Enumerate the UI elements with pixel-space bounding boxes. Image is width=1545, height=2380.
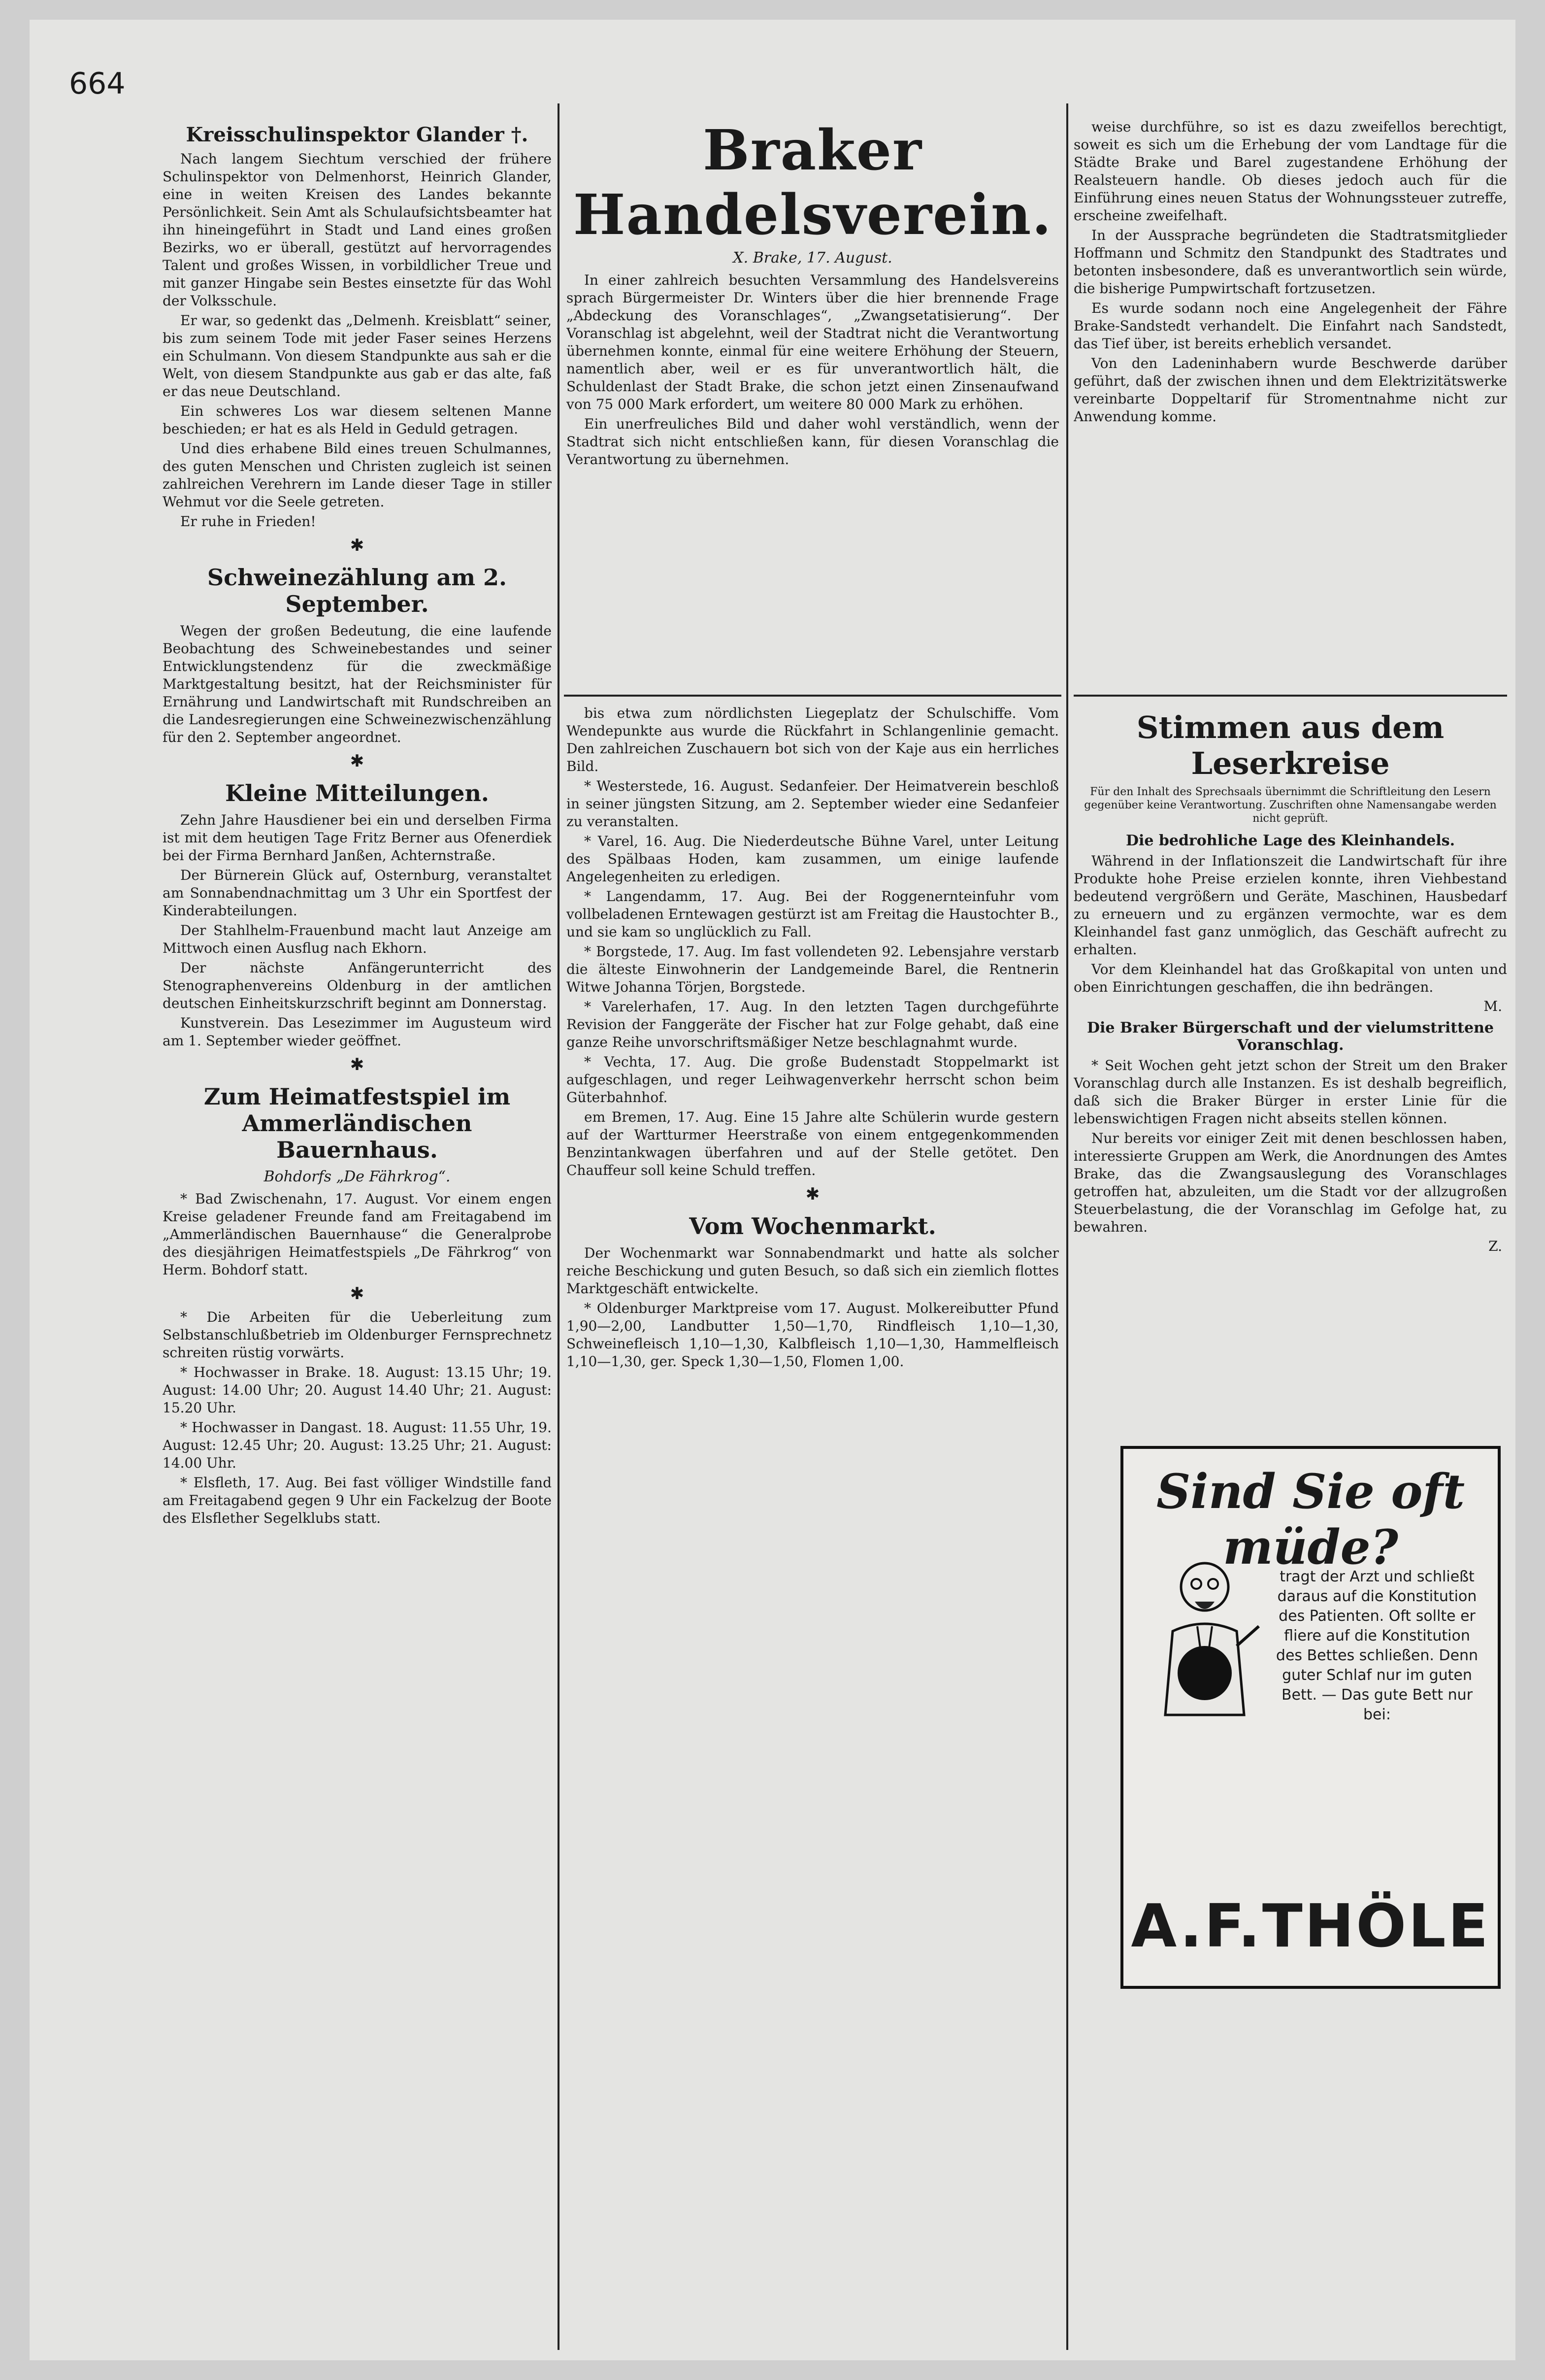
headline-glander: Kreisschulinspektor Glander †.	[186, 123, 528, 146]
headline-braker-handelsverein: Braker Handelsverein.	[573, 118, 1052, 247]
article-paragraph: Der Bürnerein Glück auf, Osternburg, veranstaltet am Sonnabendnachmittag um 3 Uhr ein Sportfest der Kinderabteilungen.	[163, 867, 552, 919]
article-paragraph: In der Aussprache begründeten die Stadtratsmitglieder Hoffmann und Schmitz den Standpunkt des Stadtrates und betonten insbesondere, daß es unverantwortlich sein würde, die bisherige Pumpwirtschaft fortzusetzen.	[1074, 227, 1507, 297]
advertisement-thoele	[1120, 1446, 1501, 1989]
author-signature: Z.	[1488, 1238, 1502, 1254]
section-divider: ✱	[350, 1284, 364, 1304]
article-paragraph: Er war, so gedenkt das „Delmenh. Kreisblatt“ seiner, bis zum seinem Tode mit jeder Faser seines Herzens ein Schulmann. Von diesem Standpunkte aus sah er die Welt, von diesem Standpunkte aus gab er das alte, faß er das neue Deutschland.	[163, 312, 552, 400]
article-paragraph: * Hochwasser in Brake. 18. August: 13.15 Uhr; 19. August: 14.00 Uhr; 20. August 14.40 Uhr; 21. August: 15.20 Uhr.	[163, 1364, 552, 1416]
column-middle	[566, 704, 1059, 2345]
headline-kleine-mitteilungen: Kleine Mitteilungen.	[225, 780, 489, 806]
article-paragraph: Und dies erhabene Bild eines treuen Schulmannes, des guten Menschen und Christen zugleich ist seinen zahlreichen Verehrern im Lande dieser Tage in stiller Wehmut vor die Seele getreten.	[163, 440, 552, 510]
article-paragraph: Der Stahlhelm-Frauenbund macht laut Anzeige am Mittwoch einen Ausflug nach Ekhorn.	[163, 922, 552, 956]
editorial-note: Für den Inhalt des Sprechsaals übernimmt die Schriftleitung den Lesern gegenüber keine Verantwortung. Zuschriften ohne Namensangabe werden nicht geprüft.	[1084, 786, 1497, 825]
article-paragraph: * Hochwasser in Dangast. 18. August: 11.55 Uhr, 19. August: 12.45 Uhr; 20. August: 13.25 Uhr; 21. August: 14.00 Uhr.	[163, 1419, 552, 1471]
article-paragraph: * Vechta, 17. Aug. Die große Budenstadt Stoppelmarkt ist aufgeschlagen, und reger Leihwagenverkehr herrscht schon beim Güterbahnhof.	[566, 1054, 1059, 1106]
article-paragraph: Es wurde sodann noch eine Angelegenheit der Fähre Brake-Sandstedt verhandelt. Die Einfahrt nach Sandstedt, das Tief über, ist bereits erheblich versandet.	[1074, 300, 1507, 352]
article-paragraph: Ein unerfreuliches Bild und daher wohl verständlich, wenn der Stadtrat sich nicht entschließen kann, für diesen Voranschlag die Verantwortung zu übernehmen.	[566, 416, 1059, 468]
subheadline-voranschlag: Die Braker Bürgerschaft und der vielumstrittene Voranschlag.	[1087, 1019, 1494, 1054]
article-paragraph: Der nächste Anfängerunterricht des Stenographenvereins Oldenburg in der amtlichen deutschen Einheitskurzschrift beginnt am Donnerstag.	[163, 960, 552, 1011]
section-divider: ✱	[805, 1184, 820, 1204]
article-paragraph: Vor dem Kleinhandel hat das Großkapital von unten und oben Einrichtungen geschaffen, die ihn bedrängen.	[1074, 961, 1507, 995]
headline-heimatfestspiel: Zum Heimatfestspiel im Ammerländischen Bauernhaus.	[203, 1083, 511, 1163]
ad-brand-name: A.F.THÖLE	[1131, 1892, 1490, 1961]
headline-leserkreise: Stimmen aus dem Leserkreise	[1136, 709, 1445, 781]
article-paragraph: * Oldenburger Marktpreise vom 17. August. Molkereibutter Pfund 1,90—2,00, Landbutter 1,50—1,70, Rindfleisch 1,10—1,30, Schweinefleisch 1,10—1,30, Kalbfleisch 1,10—1,30, Hammelfleisch 1,10—1,30, ger. Speck 1,30—1,50, Flomen 1,00.	[566, 1300, 1059, 1370]
article-paragraph: * Die Arbeiten für die Ueberleitung zum Selbstanschlußbetrieb im Oldenburger Fernsprechnetz schreiten rüstig vorwärts.	[163, 1309, 552, 1361]
headline-wochenmarkt: Vom Wochenmarkt.	[689, 1213, 936, 1240]
article-paragraph: em Bremen, 17. Aug. Eine 15 Jahre alte Schülerin wurde gestern auf der Wartturmer Heerstraße von einem entgegenkommenden Benzintankwagen überfahren und auf der Stelle getötet. Den Chauffeur soll keine Schuld treffen.	[566, 1109, 1059, 1178]
article-paragraph: * Elsfleth, 17. Aug. Bei fast völliger Windstille fand am Freitagabend gegen 9 Uhr ein Fackelzug der Boote des Elsflether Segelklubs statt.	[163, 1475, 552, 1526]
column-right-top	[1074, 118, 1507, 690]
headline-schweinezaehlung: Schweinezählung am 2. September.	[207, 564, 507, 617]
braker-handelsverein-block	[566, 118, 1059, 690]
column-rule-left	[558, 103, 559, 2350]
article-paragraph: In einer zahlreich besuchten Versammlung des Handelsvereins sprach Bürgermeister Dr. Winters über die hier brennende Frage „Abdeckung des Voranschlages“, „Zwangsetatisierung“. Der Voranschlag ist abgelehnt, weil der Stadtrat nicht die Verantwortung übernehmen konnte, einmal für eine weitere Erhöhung der Steuern, namentlich aber, weil er es für unverantwortlich hält, die Schuldenlast der Stadt Brake, die schon jetzt einen Zinsenaufwand von 75 000 Mark erfordert, um weitere 80 000 Mark zu erhöhen.	[566, 272, 1059, 412]
section-rule-right	[1074, 695, 1507, 697]
article-paragraph: * Langendamm, 17. Aug. Bei der Roggenernteinfuhr vom vollbeladenen Erntewagen gestürzt ist am Freitag die Haustochter B., und sie kam so unglücklich zu Fall.	[566, 888, 1059, 940]
doctor-illustration	[1143, 1552, 1266, 1720]
article-paragraph: Kunstverein. Das Lesezimmer im Augusteum wird am 1. September wieder geöffnet.	[163, 1015, 552, 1049]
author-signature: M.	[1483, 998, 1502, 1014]
page-number: 664	[69, 67, 126, 101]
article-paragraph: Er ruhe in Frieden!	[180, 513, 316, 530]
article-paragraph: * Westerstede, 16. August. Sedanfeier. Der Heimatverein beschloß in seiner jüngsten Sitzung, am 2. September wieder eine Sedanfeier zu veranstalten.	[566, 778, 1059, 830]
article-subheading: Bohdorfs „De Fährkrog“.	[263, 1168, 451, 1185]
article-paragraph: Ein schweres Los war diesem seltenen Manne beschieden; er hat es als Held in Geduld getragen.	[163, 403, 552, 437]
ad-body-text: tragt der Arzt und schließt daraus auf die Konstitution des Patienten. Oft sollte er fliere auf die Konstitution des Bettes schließen. Denn guter Schlaf nur im guten Bett. — Das gute Bett nur bei:	[1276, 1568, 1479, 1723]
article-dateline: X. Brake, 17. August.	[733, 249, 892, 267]
article-paragraph: * Seit Wochen geht jetzt schon der Streit um den Braker Voranschlag durch alle Instanzen. Es ist deshalb begreiflich, daß sich die Braker Bürger in erster Linie für die lebenswichtigen Fragen nicht abseits stellen können.	[1074, 1057, 1507, 1127]
subheadline-kleinhandel: Die bedrohliche Lage des Kleinhandels.	[1125, 832, 1455, 849]
section-divider: ✱	[350, 1055, 364, 1074]
column-rule-right	[1066, 103, 1068, 2350]
article-paragraph: * Bad Zwischenahn, 17. August. Vor einem engen Kreise geladener Freunde fand am Freitagabend im „Ammerländischen Bauernhause“ die Generalprobe des diesjährigen Heimatfestspiels „De Fährkrog“ von Herm. Bohdorf statt.	[163, 1191, 552, 1278]
ad-headline: Sind Sie oft müde?	[1156, 1464, 1465, 1575]
article-paragraph: weise durchführe, so ist es dazu zweifellos berechtigt, soweit es sich um die Erhebung der vom Landtage für die Städte Brake und Barel zugestandene Erhöhung der Realsteuern handle. Ob dieses jedoch auch für die Einführung eines neuen Status der Wohnungssteuer zutreffe, erscheine zweifelhaft.	[1074, 119, 1507, 224]
article-paragraph: bis etwa zum nördlichsten Liegeplatz der Schulschiffe. Vom Wendepunkte aus wurde die Rückfahrt in Schlangenlinie gemacht. Den zahlreichen Zuschauern bot sich von der Kaje aus ein herrliches Bild.	[566, 705, 1059, 774]
article-paragraph: Wegen der großen Bedeutung, die eine laufende Beobachtung des Schweinebestandes und seiner Entwicklungstendenz für die zweckmäßige Marktgestaltung besitzt, hat der Reichsminister für Ernährung und Landwirtschaft mit Rundschreiben an die Landesregierungen eine Schweinezwischenzählung für den 2. September angeordnet.	[163, 623, 552, 745]
article-paragraph: Nach langem Siechtum verschied der frühere Schulinspektor von Delmenhorst, Heinrich Glander, eine in weiten Kreisen des Landes bekannte Persönlichkeit. Sein Amt als Schulaufsichtsbeamter hat ihn hineingeführt in Stadt und Land eines großen Bezirks, wo er überall, gestützt auf hervorragendes Talent und großes Wissen, in vorbildlicher Treue und mit ganzer Hingabe sein Bestes einsetzte für das Wohl der Volksschule.	[163, 151, 552, 309]
newspaper-page	[30, 20, 1515, 2360]
article-paragraph: * Varel, 16. Aug. Die Niederdeutsche Bühne Varel, unter Leitung des Spälbaas Hoden, kam zusammen, um einige laufende Angelegenheiten zu erledigen.	[566, 833, 1059, 885]
article-paragraph: * Borgstede, 17. Aug. Im fast vollendeten 92. Lebensjahre verstarb die älteste Einwohnerin der Landgemeinde Barel, die Rentnerin Witwe Johanna Törjen, Borgstede.	[566, 943, 1059, 995]
article-paragraph: Von den Ladeninhabern wurde Beschwerde darüber geführt, daß der zwischen ihnen und dem Elektrizitätswerke vereinbarte Doppeltarif für Stromentnahme nicht zur Anwendung komme.	[1074, 355, 1507, 425]
column-right-leserkreise	[1074, 704, 1507, 1434]
article-paragraph: Der Wochenmarkt war Sonnabendmarkt und hatte als solcher reiche Beschickung und guten Besuch, so daß sich ein ziemlich flottes Marktgeschäft entwickelte.	[566, 1245, 1059, 1297]
article-paragraph: Nur bereits vor einiger Zeit mit denen beschlossen haben, interessierte Gruppen am Werk, die Anordnungen des Amtes Brake, das die Zwangsauslegung des Voranschlages getroffen hat, abzuleiten, um die Stadt vor der allzugroßen Steuerbelastung, die der Voranschlag im Gefolge hat, zu bewahren.	[1074, 1130, 1507, 1235]
section-divider: ✱	[350, 536, 364, 555]
article-paragraph: Zehn Jahre Hausdiener bei ein und derselben Firma ist mit dem heutigen Tage Fritz Berner aus Ofenerdiek bei der Firma Bernhard Janßen, Achternstraße.	[163, 812, 552, 864]
article-paragraph: Während in der Inflationszeit die Landwirtschaft für ihre Produkte hohe Preise erzielen konnte, ihren Viehbestand bedeutend vergrößern und Geräte, Maschinen, Hausbedarf zu erneuern und zu ergänzen vermochte, war es dem Kleinhandel fast ganz unmöglich, das Geschäft aufrecht zu erhalten.	[1074, 853, 1507, 958]
article-paragraph: * Varelerhafen, 17. Aug. In den letzten Tagen durchgeführte Revision der Fanggeräte der Fischer hat zur Folge gehabt, daß eine ganze Reihe unvorschriftsmäßiger Netze beschlagnahmt wurde.	[566, 999, 1059, 1050]
section-divider: ✱	[350, 751, 364, 771]
section-rule-mid	[564, 695, 1061, 697]
column-left	[163, 118, 552, 2345]
